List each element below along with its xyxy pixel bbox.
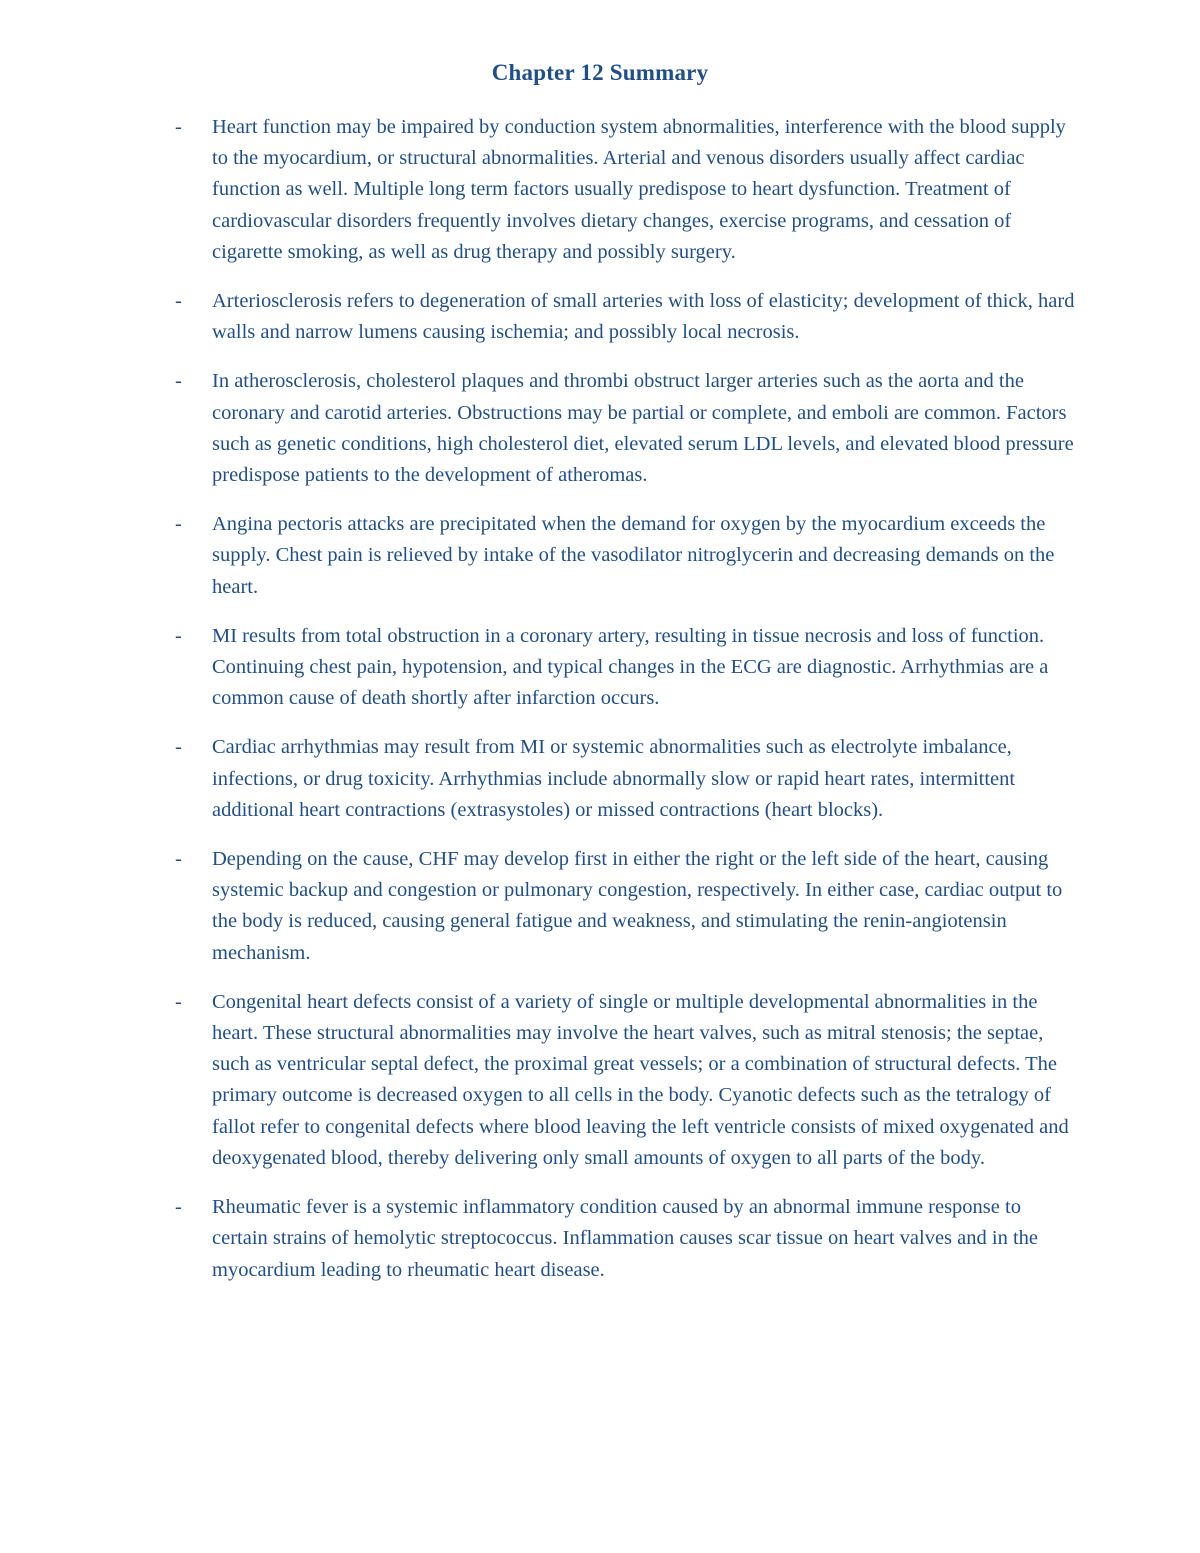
page-title: Chapter 12 Summary <box>491 60 709 85</box>
list-item-text: Angina pectoris attacks are precipitated when the demand for oxygen by the myocardium exceeds the supply. Chest pain is relieved by intake of the vasodilator nitroglycerin and decreasing demands on the heart. <box>212 513 1055 598</box>
list-item-text: MI results from total obstruction in a coronary artery, resulting in tissue necrosis and loss of function. Continuing chest pain, hypotension, and typical changes in the ECG are diagnostic. Arrhythmias are a common cause of death shortly after infarction occurs. <box>212 624 1049 710</box>
bullet-dash: - <box>175 290 182 313</box>
list-item <box>175 621 1075 715</box>
list-item-text: Arteriosclerosis refers to degeneration of small arteries with loss of elasticity; development of thick, hard walls and narrow lumens causing ischemia; and possibly local necrosis. <box>212 290 1075 344</box>
summary-list <box>175 112 1075 1304</box>
bullet-dash: - <box>175 624 182 647</box>
list-item <box>175 732 1075 826</box>
bullet-dash: - <box>175 848 182 871</box>
list-item-text: Depending on the cause, CHF may develop first in either the right or the left side of the heart, causing systemic backup and congestion or pulmonary congestion, respectively. In either case, cardiac output to the body is reduced, causing general fatigue and weakness, and stimulating the renin-angiotensin mechanism. <box>212 848 1063 964</box>
list-item-text: Congenital heart defects consist of a variety of single or multiple developmental abnormalities in the heart. These structural abnormalities may involve the heart valves, such as mitral stenosis; the septae, such as ventricular septal defect, the proximal great vessels; or a combination of structural defects. The primary outcome is decreased oxygen to all cells in the body. Cyanotic defects such as the tetralogy of fallot refer to congenital defects where blood leaving the left ventricle consists of mixed oxygenated and deoxygenated blood, thereby delivering only small amounts of oxygen to all parts of the body. <box>212 990 1069 1169</box>
list-item <box>175 987 1075 1174</box>
list-item <box>175 844 1075 969</box>
bullet-dash: - <box>175 1196 182 1219</box>
bullet-dash: - <box>175 990 182 1013</box>
list-item <box>175 1192 1075 1286</box>
bullet-dash: - <box>175 736 182 759</box>
bullet-dash: - <box>175 370 182 393</box>
list-item-text: Heart function may be impaired by conduction system abnormalities, interference with the blood supply to the myocardium, or structural abnormalities. Arterial and venous disorders usually affect cardiac function as well. Multiple long term factors usually predispose to heart dysfunction. Treatment of cardiovascular disorders frequently involves dietary changes, exercise programs, and cessation of cigarette smoking, as well as drug therapy and possibly surgery. <box>212 116 1066 263</box>
list-item-text: In atherosclerosis, cholesterol plaques and thrombi obstruct larger arteries such as the aorta and the coronary and carotid arteries. Obstructions may be partial or complete, and emboli are common. Factors such as genetic conditions, high cholesterol diet, elevated serum LDL levels, and elevated blood pressure predispose patients to the development of atheromas. <box>212 370 1074 487</box>
list-item-text: Cardiac arrhythmias may result from MI or systemic abnormalities such as electrolyte imbalance, infections, or drug toxicity. Arrhythmias include abnormally slow or rapid heart rates, intermittent additional heart contractions (extrasystoles) or missed contractions (heart blocks). <box>212 736 1016 821</box>
list-item <box>175 286 1075 348</box>
list-item <box>175 112 1075 268</box>
bullet-dash: - <box>175 116 182 138</box>
list-item <box>175 366 1075 491</box>
list-item-text: Rheumatic fever is a systemic inflammatory condition caused by an abnormal immune response to certain strains of hemolytic streptococcus. Inflammation causes scar tissue on heart valves and in the myocardium leading to rheumatic heart disease. <box>212 1196 1038 1281</box>
bullet-dash: - <box>175 513 182 536</box>
list-item <box>175 509 1075 603</box>
